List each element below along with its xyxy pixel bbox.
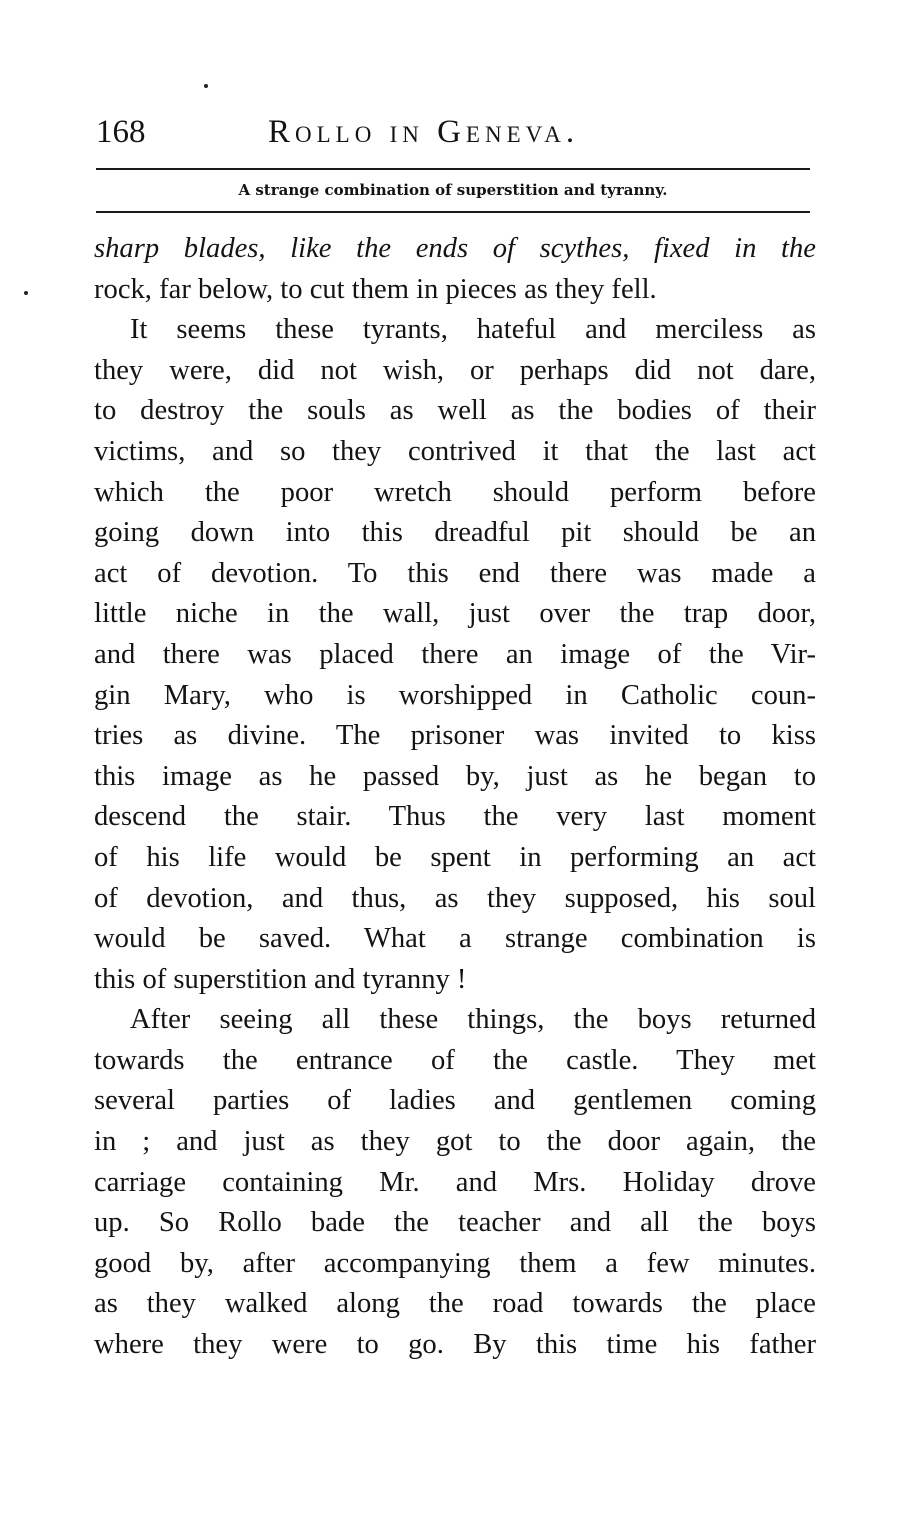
text-line: gin Mary, who is worshipped in Catholic coun- bbox=[94, 679, 816, 711]
text-line: rock, far below, to cut them in pieces as they fell. bbox=[94, 273, 657, 305]
text-line: It seems these tyrants, hateful and merciless as bbox=[130, 314, 816, 346]
text-line: which the poor wretch should perform before bbox=[94, 476, 816, 508]
text-line: towards the entrance of the castle. They met bbox=[94, 1044, 816, 1076]
text-line: as they walked along the road towards the place bbox=[94, 1288, 816, 1320]
text-line: going down into this dreadful pit should be an bbox=[94, 517, 816, 549]
text-line: carriage containing Mr. and Mrs. Holiday drove bbox=[94, 1166, 816, 1198]
header-rule-top bbox=[96, 168, 810, 170]
page-header bbox=[96, 108, 816, 156]
text-line: of his life would be spent in performing an act bbox=[94, 841, 816, 873]
topic-line: A strange combination of superstition and tyranny. bbox=[238, 181, 668, 199]
text-line: and there was placed there an image of the Vir- bbox=[94, 638, 816, 670]
text-line: good by, after accompanying them a few minutes. bbox=[94, 1247, 816, 1279]
body-text bbox=[94, 229, 816, 1366]
page-number: 168 bbox=[96, 114, 146, 150]
text-line: act of devotion. To this end there was made a bbox=[94, 557, 816, 589]
text-line: this of superstition and tyranny ! bbox=[94, 963, 467, 995]
text-line: of devotion, and thus, as they supposed, his soul bbox=[94, 882, 816, 914]
text-line: this image as he passed by, just as he began to bbox=[94, 760, 816, 792]
text-line: up. So Rollo bade the teacher and all the boys bbox=[94, 1207, 816, 1239]
text-line: to destroy the souls as well as the bodies of their bbox=[94, 395, 816, 427]
print-speck bbox=[204, 84, 208, 88]
text-line: little niche in the wall, just over the trap door, bbox=[94, 598, 816, 630]
text-line: they were, did not wish, or perhaps did not dare, bbox=[94, 354, 816, 386]
running-title: Rollo in Geneva. bbox=[268, 114, 580, 150]
text-line: sharp blades, like the ends of scythes, fixed in the bbox=[94, 233, 816, 264]
print-speck bbox=[24, 291, 28, 295]
header-rule-bottom bbox=[96, 211, 810, 213]
text-line: After seeing all these things, the boys returned bbox=[130, 1004, 816, 1036]
text-line: tries as divine. The prisoner was invited to kiss bbox=[94, 720, 816, 752]
text-line: would be saved. What a strange combination is bbox=[94, 923, 816, 955]
text-line: descend the stair. Thus the very last moment bbox=[94, 801, 816, 833]
text-line: in ; and just as they got to the door again, the bbox=[94, 1126, 816, 1158]
text-line: where they were to go. By this time his father bbox=[94, 1329, 816, 1361]
text-line: several parties of ladies and gentlemen coming bbox=[94, 1085, 816, 1117]
text-line: victims, and so they contrived it that the last act bbox=[94, 435, 816, 467]
